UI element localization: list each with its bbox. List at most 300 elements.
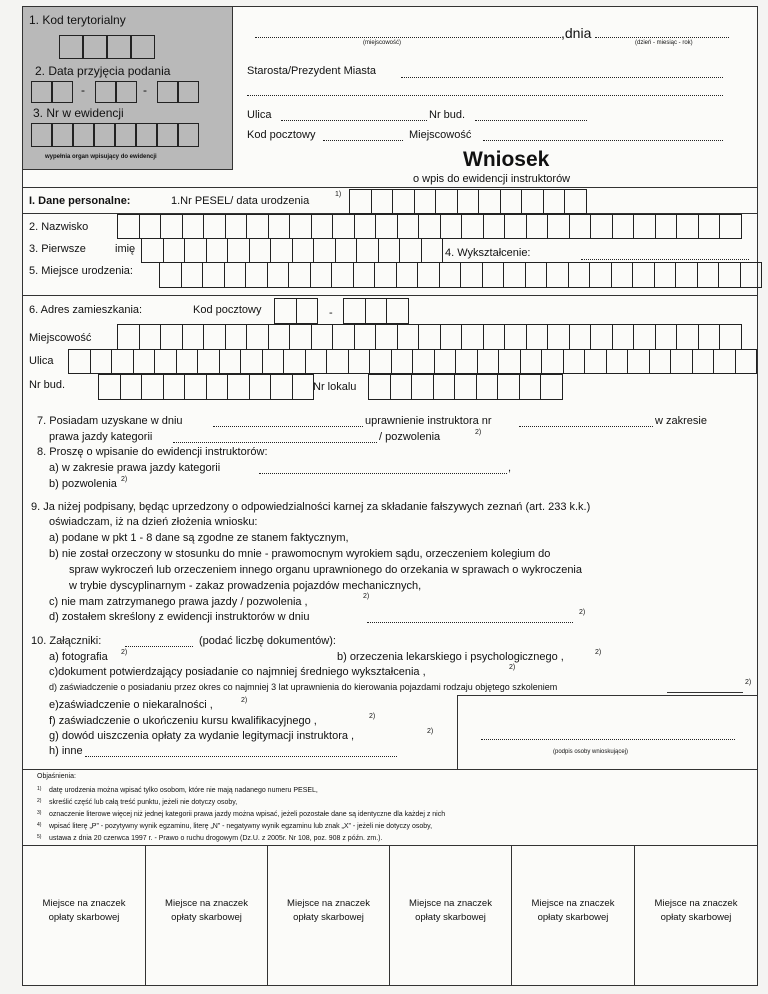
application-form	[22, 6, 758, 986]
point7-text-5: / pozwolenia	[379, 431, 441, 443]
note-3: oznaczenie literowe więcej niż jednej kategorii prawa jazdy można wpisać, jeżeli pozostałe dane są identyczne dla każdej z nich	[49, 811, 446, 818]
address-city-cell[interactable]	[160, 324, 183, 350]
divider	[23, 187, 757, 188]
address-street-cell[interactable]	[219, 349, 242, 374]
point8a-text: a) w zakresie prawa jazdy kategorii	[49, 462, 221, 474]
note-2: skreślić część lub całą treść punktu, jeżeli nie dotyczy osoby,	[49, 799, 238, 806]
building-no-label: Nr bud.	[429, 109, 466, 121]
birthplace-cell[interactable]	[460, 262, 483, 288]
stamp-label-2: opłaty skarbowej	[660, 912, 732, 923]
date-box[interactable]	[52, 81, 73, 103]
address-city-cell[interactable]	[139, 324, 162, 350]
postal-code-cell[interactable]	[343, 298, 366, 324]
surname-cell[interactable]	[698, 214, 721, 239]
stamp-label: Miejsce na znaczek	[287, 898, 370, 909]
education-field[interactable]	[581, 259, 749, 260]
surname-cell[interactable]	[246, 214, 269, 239]
point10h-text: h) inne	[49, 745, 83, 757]
surname-cell[interactable]	[590, 214, 613, 239]
territorial-code-box[interactable]	[107, 35, 131, 59]
birthplace-cell[interactable]	[589, 262, 612, 288]
address-street-cell[interactable]	[240, 349, 263, 374]
address-city-cell[interactable]	[719, 324, 742, 350]
address-city-cell[interactable]	[590, 324, 613, 350]
address-city-cell[interactable]	[655, 324, 678, 350]
pesel-cell[interactable]	[457, 189, 480, 214]
address-building-cell[interactable]	[98, 374, 121, 400]
address-flat-cell[interactable]	[411, 374, 434, 400]
first-name-cell[interactable]	[163, 238, 186, 263]
address-city-cell[interactable]	[311, 324, 334, 350]
surname-cell[interactable]	[160, 214, 183, 239]
point9-text-2: oświadczam, iż na dzień złożenia wniosku:	[49, 516, 258, 528]
surname-cell[interactable]	[139, 214, 162, 239]
pesel-footnote: 1)	[335, 191, 342, 198]
address-street-cell[interactable]	[326, 349, 349, 374]
license-date-field[interactable]	[213, 426, 363, 427]
address-label: 6. Adres zamieszkania:	[29, 304, 143, 316]
surname-cell[interactable]	[719, 214, 742, 239]
address-street-cell[interactable]	[197, 349, 220, 374]
address-street-cell[interactable]	[606, 349, 629, 374]
address-street-cell[interactable]	[176, 349, 199, 374]
address-street-label: Ulica	[29, 355, 54, 367]
surname-cell[interactable]	[289, 214, 312, 239]
surname-cell[interactable]	[418, 214, 441, 239]
first-name-cell[interactable]	[249, 238, 272, 263]
address-street-cell[interactable]	[477, 349, 500, 374]
address-city-cell[interactable]	[268, 324, 291, 350]
date-box[interactable]	[31, 81, 52, 103]
address-flat-label: Nr lokalu	[313, 381, 357, 393]
stamp-box	[635, 845, 757, 986]
address-building-cell[interactable]	[270, 374, 293, 400]
address-street-cell[interactable]	[412, 349, 435, 374]
pesel-cell[interactable]	[543, 189, 566, 214]
pesel-cell[interactable]	[478, 189, 501, 214]
address-city-label: Miejscowość	[29, 332, 92, 344]
address-city-cell[interactable]	[440, 324, 463, 350]
register-number-box[interactable]	[52, 123, 73, 147]
date-box[interactable]	[116, 81, 137, 103]
address-city-cell[interactable]	[397, 324, 420, 350]
address-city-cell[interactable]	[569, 324, 592, 350]
signature-field[interactable]	[481, 739, 735, 740]
address-city-cell[interactable]	[483, 324, 506, 350]
surname-cell[interactable]	[440, 214, 463, 239]
point8b-text: b) pozwolenia	[49, 478, 117, 490]
first-name-cell[interactable]	[356, 238, 379, 263]
pesel-cell[interactable]	[349, 189, 372, 214]
date-box[interactable]	[157, 81, 178, 103]
point9b-text-3: w trybie dyscyplinarnym - zakaz prowadzenia pojazdów mechanicznych,	[69, 580, 422, 592]
surname-cell[interactable]	[354, 214, 377, 239]
date-field[interactable]	[595, 37, 729, 38]
address-city-cell[interactable]	[612, 324, 635, 350]
address-street-cell[interactable]	[111, 349, 134, 374]
stamp-label-2: opłaty skarbowej	[293, 912, 364, 923]
address-building-cell[interactable]	[249, 374, 272, 400]
note-4: wpisać literę „P” - pozytywny wynik egzaminu, literę „N” - negatywny wynik egzaminu lub znak „X” - jeżeli nie dotyczy osoby,	[49, 823, 433, 830]
postal-code-cell[interactable]	[296, 298, 319, 324]
address-street-cell[interactable]	[305, 349, 328, 374]
city-field[interactable]	[483, 140, 723, 141]
register-number-box[interactable]	[31, 123, 52, 147]
note-marker: 5)	[37, 834, 42, 840]
form-subtitle: o wpis do ewidencji instruktorów	[413, 173, 571, 185]
date-hint: (dzień - miesiąc - rok)	[635, 40, 693, 46]
date-label: ,dnia	[561, 25, 592, 41]
address-building-cell[interactable]	[184, 374, 207, 400]
pesel-cell[interactable]	[435, 189, 458, 214]
stamp-box	[23, 845, 146, 986]
starosta-field[interactable]	[401, 77, 723, 78]
date-box[interactable]	[95, 81, 116, 103]
address-flat-cell[interactable]	[433, 374, 456, 400]
address-city-cell[interactable]	[332, 324, 355, 350]
pesel-cell[interactable]	[500, 189, 523, 214]
address-street-cell[interactable]	[735, 349, 758, 374]
birthplace-cell[interactable]	[353, 262, 376, 288]
first-name-label: 3. Pierwsze	[29, 243, 86, 255]
address-flat-cell[interactable]	[519, 374, 542, 400]
birthplace-cell[interactable]	[568, 262, 591, 288]
address-city-cell[interactable]	[354, 324, 377, 350]
first-name-cell[interactable]	[184, 238, 207, 263]
starosta-label: Starosta/Prezydent Miasta	[247, 65, 377, 77]
stamp-label: Miejsce na znaczek	[42, 898, 126, 909]
address-street-cell[interactable]	[391, 349, 414, 374]
footnote-ref: 2)	[579, 609, 586, 616]
address-street-cell[interactable]	[455, 349, 478, 374]
notes-heading: Objaśnienia:	[37, 773, 76, 780]
stamp-label: Miejsce na znaczek	[531, 898, 615, 909]
birthplace-label: 5. Miejsce urodzenia:	[29, 265, 133, 277]
address-building-cell[interactable]	[163, 374, 186, 400]
address-city-cell[interactable]	[633, 324, 656, 350]
address-street-cell[interactable]	[262, 349, 285, 374]
footnote-ref: 2)	[475, 429, 482, 436]
address-street-cell[interactable]	[627, 349, 650, 374]
address-city-cell[interactable]	[698, 324, 721, 350]
address-street-cell[interactable]	[283, 349, 306, 374]
stamp-box	[512, 845, 635, 986]
birthplace-cell[interactable]	[697, 262, 720, 288]
register-number-box[interactable]	[94, 123, 115, 147]
territorial-code-label: 1. Kod terytorialny	[29, 13, 126, 27]
surname-cell[interactable]	[397, 214, 420, 239]
footnote-ref: 2)	[427, 728, 434, 735]
surname-cell[interactable]	[332, 214, 355, 239]
point8a-field[interactable]	[259, 473, 507, 474]
point10d-field[interactable]	[667, 692, 743, 693]
address-city-cell[interactable]	[225, 324, 248, 350]
address-street-cell[interactable]	[434, 349, 457, 374]
birthplace-cell[interactable]	[224, 262, 247, 288]
birthplace-cell[interactable]	[675, 262, 698, 288]
first-name-label-2: imię	[115, 243, 136, 255]
point7-text-3: w zakresie	[655, 415, 707, 427]
surname-cell[interactable]	[676, 214, 699, 239]
pesel-cell[interactable]	[414, 189, 437, 214]
first-name-cell[interactable]	[270, 238, 293, 263]
postal-code-label: Kod pocztowy	[247, 129, 316, 141]
pesel-cell[interactable]	[521, 189, 544, 214]
birthplace-cell[interactable]	[503, 262, 526, 288]
instructor-no-field[interactable]	[519, 426, 653, 427]
pesel-cell[interactable]	[371, 189, 394, 214]
footnote-ref: 2)	[241, 697, 248, 704]
territorial-code-box[interactable]	[83, 35, 107, 59]
birthplace-cell[interactable]	[546, 262, 569, 288]
surname-cell[interactable]	[655, 214, 678, 239]
birthplace-cell[interactable]	[482, 262, 505, 288]
attachments-count-field[interactable]	[125, 646, 193, 647]
birthplace-cell[interactable]	[310, 262, 333, 288]
starosta-field-2[interactable]	[247, 95, 723, 96]
stamp-label: Miejsce na znaczek	[654, 898, 738, 909]
address-street-cell[interactable]	[563, 349, 586, 374]
point9c-text: c) nie mam zatrzymanego prawa jazdy / pozwolenia ,	[49, 596, 308, 608]
postal-code-cell[interactable]	[274, 298, 297, 324]
address-city-cell[interactable]	[117, 324, 140, 350]
birthplace-cell[interactable]	[202, 262, 225, 288]
deletion-date-field[interactable]	[367, 622, 573, 623]
office-fill-note: wypełnia organ wpisujący do ewidencji	[45, 154, 157, 160]
point10-hint: (podać liczbę dokumentów):	[199, 635, 336, 647]
address-street-cell[interactable]	[584, 349, 607, 374]
pesel-cell[interactable]	[564, 189, 587, 214]
address-city-cell[interactable]	[418, 324, 441, 350]
address-street-cell[interactable]	[348, 349, 371, 374]
birthplace-cell[interactable]	[525, 262, 548, 288]
first-name-cell[interactable]	[141, 238, 164, 263]
point8a-comma: ,	[508, 462, 512, 474]
birthplace-cell[interactable]	[267, 262, 290, 288]
address-street-cell[interactable]	[154, 349, 177, 374]
address-street-cell[interactable]	[498, 349, 521, 374]
birthplace-cell[interactable]	[611, 262, 634, 288]
point10f-text: f) zaświadczenie o ukończeniu kursu kwalifikacyjnego ,	[49, 715, 317, 727]
address-city-cell[interactable]	[676, 324, 699, 350]
first-name-cell[interactable]	[378, 238, 401, 263]
submission-date-label: 2. Data przyjęcia podania	[35, 64, 171, 78]
address-city-cell[interactable]	[246, 324, 269, 350]
surname-cell[interactable]	[268, 214, 291, 239]
surname-cell[interactable]	[225, 214, 248, 239]
first-name-cell[interactable]	[292, 238, 315, 263]
surname-cell[interactable]	[526, 214, 549, 239]
stamp-box	[146, 845, 268, 986]
point7-text: 7. Posiadam uzyskane w dniu	[37, 415, 183, 427]
footnote-ref: 2)	[369, 713, 376, 720]
note-1: datę urodzenia można wpisać tylko osobom, które nie mają nadanego numeru PESEL,	[49, 787, 318, 794]
stamp-box	[268, 845, 390, 986]
address-street-cell[interactable]	[541, 349, 564, 374]
surname-cell[interactable]	[311, 214, 334, 239]
address-street-cell[interactable]	[369, 349, 392, 374]
birthplace-cell[interactable]	[159, 262, 182, 288]
birthplace-cell[interactable]	[740, 262, 763, 288]
birthplace-cell[interactable]	[654, 262, 677, 288]
stamp-label-2: opłaty skarbowej	[171, 912, 242, 923]
surname-cell[interactable]	[504, 214, 527, 239]
footnote-ref: 2)	[363, 593, 370, 600]
surname-cell[interactable]	[612, 214, 635, 239]
note-marker: 2)	[37, 798, 42, 804]
point9-text: 9. Ja niżej podpisany, będąc uprzedzony o odpowiedzialności karnej za składanie fałszywych zeznań (art. 233 k.k.)	[31, 501, 591, 513]
address-building-cell[interactable]	[120, 374, 143, 400]
address-flat-cell[interactable]	[454, 374, 477, 400]
address-flat-cell[interactable]	[497, 374, 520, 400]
education-label: 4. Wykształcenie:	[445, 247, 531, 259]
city-label: Miejscowość	[409, 129, 472, 141]
stamp-label-2: opłaty skarbowej	[415, 912, 486, 923]
address-city-cell[interactable]	[526, 324, 549, 350]
first-name-cell[interactable]	[227, 238, 250, 263]
point7-text-4: prawa jazdy kategorii	[49, 431, 153, 443]
address-flat-cell[interactable]	[476, 374, 499, 400]
postal-code-cell[interactable]	[386, 298, 409, 324]
note-marker: 4)	[37, 822, 42, 828]
address-street-cell[interactable]	[68, 349, 91, 374]
footnote-ref: 2)	[121, 649, 128, 656]
address-street-cell[interactable]	[692, 349, 715, 374]
address-city-cell[interactable]	[547, 324, 570, 350]
point10-text: 10. Załączniki:	[31, 635, 102, 647]
surname-cell[interactable]	[569, 214, 592, 239]
territorial-code-box[interactable]	[131, 35, 155, 59]
first-name-cell[interactable]	[206, 238, 229, 263]
register-number-box[interactable]	[115, 123, 136, 147]
address-city-cell[interactable]	[182, 324, 205, 350]
point7-text-2: uprawnienie instruktora nr	[365, 415, 492, 427]
stamp-box	[390, 845, 512, 986]
address-street-cell[interactable]	[520, 349, 543, 374]
street-field[interactable]	[281, 120, 427, 121]
address-building-cell[interactable]	[227, 374, 250, 400]
form-title: Wniosek	[463, 148, 550, 171]
date-separator: -	[81, 83, 85, 97]
surname-cell[interactable]	[461, 214, 484, 239]
register-number-label: 3. Nr w ewidencji	[33, 106, 124, 120]
birthplace-cell[interactable]	[718, 262, 741, 288]
birthplace-cell[interactable]	[181, 262, 204, 288]
territorial-code-box[interactable]	[59, 35, 83, 59]
register-number-box[interactable]	[178, 123, 199, 147]
surname-cell[interactable]	[182, 214, 205, 239]
address-flat-cell[interactable]	[540, 374, 563, 400]
point10a-text: a) fotografia	[49, 651, 108, 663]
note-5: ustawa z dnia 20 czerwca 1997 r. - Prawo o ruchu drogowym (Dz.U. z 2005r. Nr 108, poz. 908 z późn. zm.).	[49, 835, 383, 842]
address-flat-cell[interactable]	[390, 374, 413, 400]
point10e-text: e)zaświadczenie o niekaralności ,	[49, 699, 213, 711]
signature-hint: (podpis osoby wnioskującej)	[553, 749, 629, 755]
address-city-cell[interactable]	[504, 324, 527, 350]
footnote-ref: 2)	[121, 476, 128, 483]
postal-code-field[interactable]	[323, 140, 403, 141]
stamp-label: Miejsce na znaczek	[409, 898, 492, 909]
surname-cell[interactable]	[483, 214, 506, 239]
divider	[457, 695, 757, 696]
signature-box-border	[457, 695, 458, 769]
building-no-field[interactable]	[475, 120, 587, 121]
footnote-ref: 2)	[509, 664, 516, 671]
surname-cell[interactable]	[547, 214, 570, 239]
birthplace-cell[interactable]	[439, 262, 462, 288]
address-street-cell[interactable]	[713, 349, 736, 374]
point10g-text: g) dowód uiszczenia opłaty za wydanie legitymacji instruktora ,	[49, 730, 355, 742]
pesel-label: 1.Nr PESEL/ data urodzenia	[171, 195, 310, 207]
point10c-text: c)dokument potwierdzający posiadanie co najmniej średniego wykształcenia ,	[49, 666, 426, 678]
first-name-cell[interactable]	[421, 238, 444, 263]
postal-code-cell[interactable]	[365, 298, 388, 324]
birthplace-cell[interactable]	[396, 262, 419, 288]
address-building-cell[interactable]	[141, 374, 164, 400]
note-marker: 3)	[37, 810, 42, 816]
point9b-text-2: spraw wykroczeń lub orzeczeniem innego organu uprawnionego do orzekania w sprawach o wykroczenia	[69, 564, 582, 576]
address-building-cell[interactable]	[292, 374, 315, 400]
birthplace-cell[interactable]	[632, 262, 655, 288]
point10b-text: b) orzeczenia lekarskiego i psychologicznego ,	[337, 651, 564, 663]
register-number-box[interactable]	[157, 123, 178, 147]
address-building-cell[interactable]	[206, 374, 229, 400]
point10d-text: d) zaświadczenie o posiadaniu przez okres co najmniej 3 lat uprawnienia do kierowania pojazdami rodzaju objętego szkoleniem	[49, 682, 558, 692]
surname-cell[interactable]	[633, 214, 656, 239]
first-name-cell[interactable]	[399, 238, 422, 263]
place-field[interactable]	[255, 37, 561, 38]
personal-data-heading: I. Dane personalne:	[29, 195, 131, 207]
address-city-cell[interactable]	[375, 324, 398, 350]
birthplace-cell[interactable]	[374, 262, 397, 288]
address-city-cell[interactable]	[289, 324, 312, 350]
address-street-cell[interactable]	[670, 349, 693, 374]
birthplace-cell[interactable]	[331, 262, 354, 288]
footnote-ref: 2)	[745, 679, 752, 686]
divider	[23, 295, 757, 296]
point9a-text: a) podane w pkt 1 - 8 dane są zgodne ze stanem faktycznym,	[49, 532, 349, 544]
surname-cell[interactable]	[117, 214, 140, 239]
surname-cell[interactable]	[375, 214, 398, 239]
pesel-cell[interactable]	[392, 189, 415, 214]
surname-cell[interactable]	[203, 214, 226, 239]
point9d-text: d) zostałem skreślony z ewidencji instruktorów w dniu	[49, 611, 310, 623]
point8-text: 8. Proszę o wpisanie do ewidencji instruktorów:	[37, 446, 268, 458]
address-city-cell[interactable]	[203, 324, 226, 350]
birthplace-cell[interactable]	[245, 262, 268, 288]
date-box[interactable]	[178, 81, 199, 103]
address-street-cell[interactable]	[649, 349, 672, 374]
address-building-label: Nr bud.	[29, 379, 66, 391]
first-name-cell[interactable]	[313, 238, 336, 263]
birthplace-cell[interactable]	[417, 262, 440, 288]
postal-dash: -	[329, 307, 333, 319]
first-name-cell[interactable]	[335, 238, 358, 263]
address-city-cell[interactable]	[461, 324, 484, 350]
stamp-label-2: opłaty skarbowej	[48, 912, 120, 923]
register-number-box[interactable]	[136, 123, 157, 147]
place-hint: (miejscowość)	[363, 40, 402, 46]
register-number-box[interactable]	[73, 123, 94, 147]
address-street-cell[interactable]	[133, 349, 156, 374]
other-attachments-field[interactable]	[85, 756, 397, 757]
address-street-cell[interactable]	[90, 349, 113, 374]
birthplace-cell[interactable]	[288, 262, 311, 288]
category-field[interactable]	[173, 442, 377, 443]
date-separator: -	[143, 83, 147, 97]
address-postal-label: Kod pocztowy	[193, 304, 262, 316]
address-flat-cell[interactable]	[368, 374, 391, 400]
